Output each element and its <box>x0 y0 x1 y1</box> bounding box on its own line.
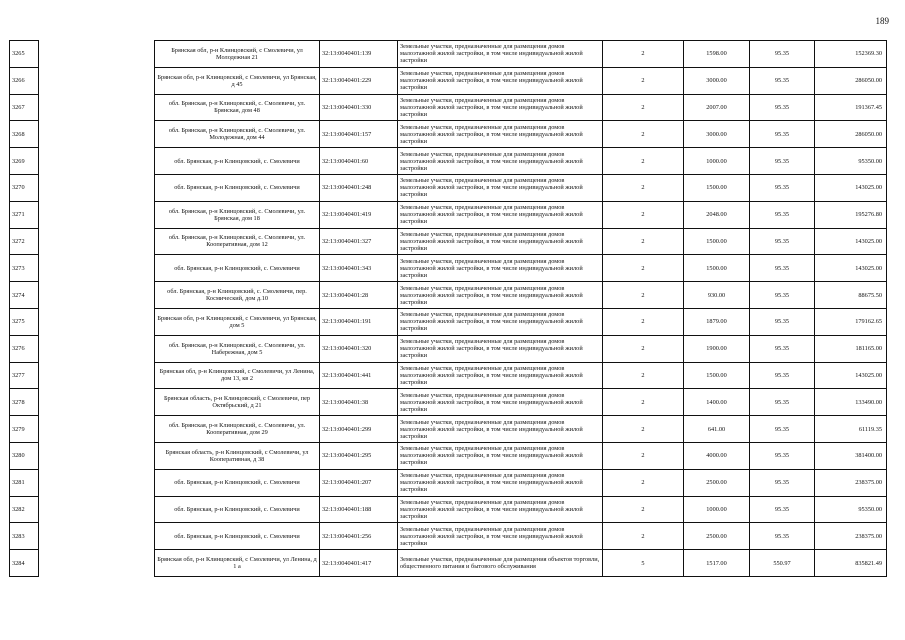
table-row <box>10 496 887 523</box>
table-row <box>10 389 887 416</box>
table-row <box>10 442 887 469</box>
group-cell: 2 <box>603 469 684 496</box>
address-cell: обл. Брянская, р-н Клинцовский, с. Смолевичи, ул. Набережная, дом 5 <box>155 335 320 362</box>
permitted-use-cell: Земельные участки, предназначенные для размещения домов малоэтажной жилой застройки, в том числе индивидуальной жилой застройки <box>398 255 603 282</box>
group-cell: 2 <box>603 94 684 121</box>
address-cell: Брянская область, р-н Клинцовский, с Смолевичи, ул Кооперативная, д 38 <box>155 442 320 469</box>
table-row <box>10 255 887 282</box>
table-row <box>10 308 887 335</box>
record-number-cell: 3277 <box>10 362 39 389</box>
permitted-use-cell: Земельные участки, предназначенные для размещения домов малоэтажной жилой застройки, в том числе индивидуальной жилой застройки <box>398 496 603 523</box>
table-row <box>10 335 887 362</box>
area-cell: 1517.00 <box>684 550 750 577</box>
permitted-use-cell: Земельные участки, предназначенные для размещения домов малоэтажной жилой застройки, в том числе индивидуальной жилой застройки <box>398 523 603 550</box>
group-cell: 2 <box>603 496 684 523</box>
specific-value-cell: 95.35 <box>750 228 815 255</box>
permitted-use-cell: Земельные участки, предназначенные для размещения домов малоэтажной жилой застройки, в том числе индивидуальной жилой застройки <box>398 416 603 443</box>
spacer-cell <box>39 469 155 496</box>
address-cell: обл. Брянская, р-н Клинцовский, с. Смолевичи <box>155 496 320 523</box>
permitted-use-cell: Земельные участки, предназначенные для размещения домов малоэтажной жилой застройки, в том числе индивидуальной жилой застройки <box>398 335 603 362</box>
record-number-cell: 3281 <box>10 469 39 496</box>
specific-value-cell: 95.35 <box>750 469 815 496</box>
cadastral-number-cell: 32:13:0040401:207 <box>320 469 398 496</box>
area-cell: 1900.00 <box>684 335 750 362</box>
record-number-cell: 3278 <box>10 389 39 416</box>
area-cell: 1500.00 <box>684 362 750 389</box>
record-number-cell: 3282 <box>10 496 39 523</box>
cadastral-number-cell: 32:13:0040401:60 <box>320 148 398 175</box>
address-cell: обл. Брянская, р-н Клинцовский, с. Смолевичи, ул. Кооперативная, дом 29 <box>155 416 320 443</box>
cadastral-number-cell: 32:13:0040401:229 <box>320 67 398 94</box>
record-number-cell: 3272 <box>10 228 39 255</box>
address-cell: обл. Брянская, р-н Клинцовский, с. Смолевичи <box>155 523 320 550</box>
record-number-cell: 3265 <box>10 41 39 68</box>
cadastral-number-cell: 32:13:0040401:417 <box>320 550 398 577</box>
address-cell: Брянская область, р-н Клинцовский, с Смолевичи, пер Октябрьский, д 21 <box>155 389 320 416</box>
cadastral-value-cell: 133490.00 <box>815 389 887 416</box>
permitted-use-cell: Земельные участки, предназначенные для размещения домов малоэтажной жилой застройки, в том числе индивидуальной жилой застройки <box>398 121 603 148</box>
cadastral-value-cell: 835821.49 <box>815 550 887 577</box>
spacer-cell <box>39 255 155 282</box>
area-cell: 3000.00 <box>684 67 750 94</box>
table-body <box>10 41 887 577</box>
area-cell: 2500.00 <box>684 469 750 496</box>
address-cell: обл. Брянская, р-н Клинцовский, с. Смолевичи <box>155 469 320 496</box>
spacer-cell <box>39 174 155 201</box>
area-cell: 1500.00 <box>684 228 750 255</box>
specific-value-cell: 95.35 <box>750 442 815 469</box>
spacer-cell <box>39 148 155 175</box>
cadastral-number-cell: 32:13:0040401:441 <box>320 362 398 389</box>
area-cell: 4000.00 <box>684 442 750 469</box>
cadastral-number-cell: 32:13:0040401:330 <box>320 94 398 121</box>
spacer-cell <box>39 550 155 577</box>
page-number: 189 <box>875 16 889 26</box>
address-cell: обл. Брянская, р-н Клинцовский, с. Смолевичи, ул. Брянская, дом 48 <box>155 94 320 121</box>
address-cell: обл. Брянская, р-н Клинцовский, с. Смолевичи <box>155 148 320 175</box>
group-cell: 2 <box>603 335 684 362</box>
cadastral-value-cell: 95350.00 <box>815 496 887 523</box>
permitted-use-cell: Земельные участки, предназначенные для размещения домов малоэтажной жилой застройки, в том числе индивидуальной жилой застройки <box>398 67 603 94</box>
spacer-cell <box>39 282 155 309</box>
area-cell: 641.00 <box>684 416 750 443</box>
cadastral-value-cell: 286050.00 <box>815 121 887 148</box>
spacer-cell <box>39 389 155 416</box>
cadastral-value-cell: 238375.00 <box>815 523 887 550</box>
table-row <box>10 148 887 175</box>
group-cell: 2 <box>603 442 684 469</box>
table-row <box>10 416 887 443</box>
specific-value-cell: 95.35 <box>750 416 815 443</box>
permitted-use-cell: Земельные участки, предназначенные для размещения домов малоэтажной жилой застройки, в том числе индивидуальной жилой застройки <box>398 308 603 335</box>
record-number-cell: 3266 <box>10 67 39 94</box>
table-row <box>10 362 887 389</box>
address-cell: обл. Брянская, р-н Клинцовский, с. Смолевичи, ул. Брянская, дом 18 <box>155 201 320 228</box>
cadastral-value-cell: 61119.35 <box>815 416 887 443</box>
spacer-cell <box>39 523 155 550</box>
spacer-cell <box>39 201 155 228</box>
cadastral-value-cell: 143025.00 <box>815 362 887 389</box>
permitted-use-cell: Земельные участки, предназначенные для размещения домов малоэтажной жилой застройки, в том числе индивидуальной жилой застройки <box>398 282 603 309</box>
cadastral-value-cell: 143025.00 <box>815 255 887 282</box>
specific-value-cell: 550.97 <box>750 550 815 577</box>
spacer-cell <box>39 41 155 68</box>
cadastral-value-cell: 179162.65 <box>815 308 887 335</box>
specific-value-cell: 95.35 <box>750 523 815 550</box>
spacer-cell <box>39 121 155 148</box>
cadastral-value-cell: 88675.50 <box>815 282 887 309</box>
spacer-cell <box>39 308 155 335</box>
specific-value-cell: 95.35 <box>750 67 815 94</box>
specific-value-cell: 95.35 <box>750 148 815 175</box>
address-cell: Брянская обл, р-н Клинцовский, с Смолевичи, ул Ленина, д 1 а <box>155 550 320 577</box>
cadastral-value-cell: 152369.30 <box>815 41 887 68</box>
table-row <box>10 67 887 94</box>
permitted-use-cell: Земельные участки, предназначенные для размещения домов малоэтажной жилой застройки, в том числе индивидуальной жилой застройки <box>398 228 603 255</box>
cadastral-value-cell: 143025.00 <box>815 228 887 255</box>
address-cell: Брянская обл, р-н Клинцовский, с Смолевичи, ул Ленина, дом 13, кв 2 <box>155 362 320 389</box>
spacer-cell <box>39 335 155 362</box>
table-row <box>10 550 887 577</box>
cadastral-value-cell: 195276.80 <box>815 201 887 228</box>
cadastral-number-cell: 32:13:0040401:320 <box>320 335 398 362</box>
area-cell: 2007.00 <box>684 94 750 121</box>
spacer-cell <box>39 94 155 121</box>
specific-value-cell: 95.35 <box>750 121 815 148</box>
record-number-cell: 3270 <box>10 174 39 201</box>
group-cell: 2 <box>603 523 684 550</box>
specific-value-cell: 95.35 <box>750 282 815 309</box>
record-number-cell: 3283 <box>10 523 39 550</box>
cadastral-number-cell: 32:13:0040401:299 <box>320 416 398 443</box>
address-cell: Брянская обл, р-н Клинцовский, с Смолевичи, ул Брянская, д 45 <box>155 67 320 94</box>
cadastral-value-cell: 286050.00 <box>815 67 887 94</box>
record-number-cell: 3279 <box>10 416 39 443</box>
permitted-use-cell: Земельные участки, предназначенные для размещения домов малоэтажной жилой застройки, в том числе индивидуальной жилой застройки <box>398 442 603 469</box>
permitted-use-cell: Земельные участки, предназначенные для размещения домов малоэтажной жилой застройки, в том числе индивидуальной жилой застройки <box>398 148 603 175</box>
area-cell: 1598.00 <box>684 41 750 68</box>
group-cell: 2 <box>603 308 684 335</box>
cadastral-number-cell: 32:13:0040401:28 <box>320 282 398 309</box>
cadastral-number-cell: 32:13:0040401:157 <box>320 121 398 148</box>
table-row <box>10 469 887 496</box>
address-cell: Брянская обл, р-н Клинцовский, с Смолевичи, ул Молодежная 21 <box>155 41 320 68</box>
spacer-cell <box>39 362 155 389</box>
cadastral-value-cell: 381400.00 <box>815 442 887 469</box>
cadastral-number-cell: 32:13:0040401:248 <box>320 174 398 201</box>
area-cell: 1500.00 <box>684 174 750 201</box>
area-cell: 1879.00 <box>684 308 750 335</box>
cadastral-number-cell: 32:13:0040401:327 <box>320 228 398 255</box>
cadastral-value-cell: 238375.00 <box>815 469 887 496</box>
group-cell: 2 <box>603 416 684 443</box>
table-row <box>10 94 887 121</box>
group-cell: 2 <box>603 282 684 309</box>
cadastral-value-cell: 191367.45 <box>815 94 887 121</box>
record-number-cell: 3267 <box>10 94 39 121</box>
address-cell: обл. Брянская, р-н Клинцовский, с. Смолевичи, ул. Кооперативная, дом 12 <box>155 228 320 255</box>
spacer-cell <box>39 228 155 255</box>
specific-value-cell: 95.35 <box>750 201 815 228</box>
spacer-cell <box>39 416 155 443</box>
table-row <box>10 201 887 228</box>
table-row <box>10 282 887 309</box>
record-number-cell: 3271 <box>10 201 39 228</box>
permitted-use-cell: Земельные участки, предназначенные для размещения домов малоэтажной жилой застройки, в том числе индивидуальной жилой застройки <box>398 469 603 496</box>
spacer-cell <box>39 67 155 94</box>
cadastral-number-cell: 32:13:0040401:188 <box>320 496 398 523</box>
area-cell: 1000.00 <box>684 496 750 523</box>
group-cell: 2 <box>603 67 684 94</box>
table-row <box>10 121 887 148</box>
group-cell: 2 <box>603 41 684 68</box>
permitted-use-cell: Земельные участки, предназначенные для размещения объектов торговли, общественного питания и бытового обслуживания <box>398 550 603 577</box>
group-cell: 2 <box>603 228 684 255</box>
address-cell: обл. Брянская, р-н Клинцовский, с. Смолевичи <box>155 255 320 282</box>
specific-value-cell: 95.35 <box>750 41 815 68</box>
area-cell: 3000.00 <box>684 121 750 148</box>
specific-value-cell: 95.35 <box>750 94 815 121</box>
record-number-cell: 3268 <box>10 121 39 148</box>
cadastral-value-cell: 181165.00 <box>815 335 887 362</box>
specific-value-cell: 95.35 <box>750 496 815 523</box>
area-cell: 1500.00 <box>684 255 750 282</box>
group-cell: 2 <box>603 121 684 148</box>
table-row <box>10 41 887 68</box>
record-number-cell: 3280 <box>10 442 39 469</box>
cadastral-number-cell: 32:13:0040401:139 <box>320 41 398 68</box>
group-cell: 2 <box>603 362 684 389</box>
address-cell: обл. Брянская, р-н Клинцовский, с. Смолевичи, ул. Молодежная, дом 44 <box>155 121 320 148</box>
spacer-cell <box>39 496 155 523</box>
cadastral-number-cell: 32:13:0040401:38 <box>320 389 398 416</box>
area-cell: 1400.00 <box>684 389 750 416</box>
permitted-use-cell: Земельные участки, предназначенные для размещения домов малоэтажной жилой застройки, в том числе индивидуальной жилой застройки <box>398 174 603 201</box>
cadastral-value-cell: 143025.00 <box>815 174 887 201</box>
specific-value-cell: 95.35 <box>750 362 815 389</box>
specific-value-cell: 95.35 <box>750 308 815 335</box>
table-row <box>10 523 887 550</box>
record-number-cell: 3275 <box>10 308 39 335</box>
address-cell: Брянская обл, р-н Клинцовский, с Смолевичи, ул Брянская, дом 5 <box>155 308 320 335</box>
permitted-use-cell: Земельные участки, предназначенные для размещения домов малоэтажной жилой застройки, в том числе индивидуальной жилой застройки <box>398 94 603 121</box>
cadastral-number-cell: 32:13:0040401:256 <box>320 523 398 550</box>
record-number-cell: 3269 <box>10 148 39 175</box>
group-cell: 2 <box>603 255 684 282</box>
specific-value-cell: 95.35 <box>750 174 815 201</box>
address-cell: обл. Брянская, р-н Клинцовский, с. Смолевичи <box>155 174 320 201</box>
table-row <box>10 174 887 201</box>
cadastral-number-cell: 32:13:0040401:419 <box>320 201 398 228</box>
permitted-use-cell: Земельные участки, предназначенные для размещения домов малоэтажной жилой застройки, в том числе индивидуальной жилой застройки <box>398 201 603 228</box>
specific-value-cell: 95.35 <box>750 255 815 282</box>
spacer-cell <box>39 442 155 469</box>
cadastral-number-cell: 32:13:0040401:343 <box>320 255 398 282</box>
group-cell: 2 <box>603 148 684 175</box>
permitted-use-cell: Земельные участки, предназначенные для размещения домов малоэтажной жилой застройки, в том числе индивидуальной жилой застройки <box>398 41 603 68</box>
address-cell: обл. Брянская, р-н Клинцовский, с. Смолевичи, пер. Космический, дом д.10 <box>155 282 320 309</box>
record-number-cell: 3273 <box>10 255 39 282</box>
area-cell: 930.00 <box>684 282 750 309</box>
table-row <box>10 228 887 255</box>
area-cell: 2500.00 <box>684 523 750 550</box>
specific-value-cell: 95.35 <box>750 389 815 416</box>
permitted-use-cell: Земельные участки, предназначенные для размещения домов малоэтажной жилой застройки, в том числе индивидуальной жилой застройки <box>398 362 603 389</box>
area-cell: 1000.00 <box>684 148 750 175</box>
cadastral-value-table <box>9 40 887 577</box>
cadastral-number-cell: 32:13:0040401:191 <box>320 308 398 335</box>
specific-value-cell: 95.35 <box>750 335 815 362</box>
group-cell: 5 <box>603 550 684 577</box>
cadastral-number-cell: 32:13:0040401:295 <box>320 442 398 469</box>
record-number-cell: 3284 <box>10 550 39 577</box>
group-cell: 2 <box>603 174 684 201</box>
group-cell: 2 <box>603 201 684 228</box>
group-cell: 2 <box>603 389 684 416</box>
permitted-use-cell: Земельные участки, предназначенные для размещения домов малоэтажной жилой застройки, в том числе индивидуальной жилой застройки <box>398 389 603 416</box>
record-number-cell: 3276 <box>10 335 39 362</box>
record-number-cell: 3274 <box>10 282 39 309</box>
cadastral-value-cell: 95350.00 <box>815 148 887 175</box>
area-cell: 2048.00 <box>684 201 750 228</box>
